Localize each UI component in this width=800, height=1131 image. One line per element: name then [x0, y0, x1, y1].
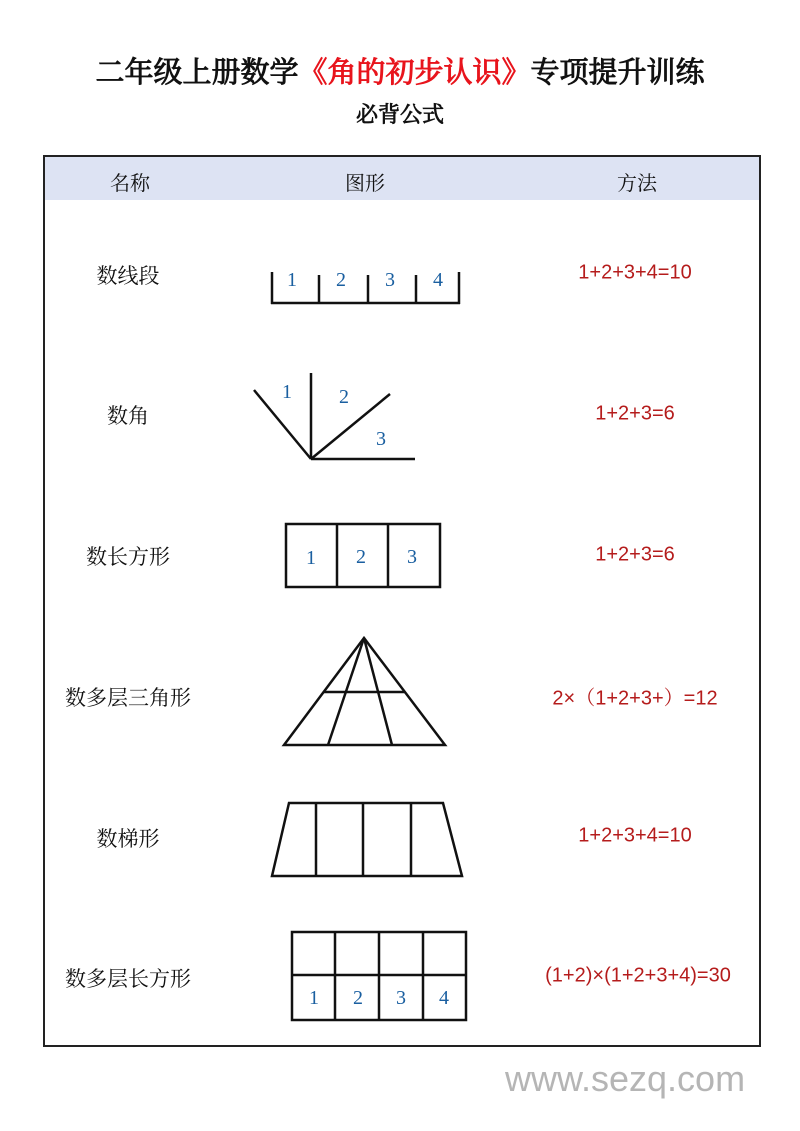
figure-label: 1 — [306, 547, 316, 569]
rectangle-figure — [286, 524, 440, 587]
row-formula: 1+2+3+4=10 — [578, 261, 692, 284]
row-formula: 1+2+3=6 — [595, 402, 675, 425]
figure-label: 3 — [385, 269, 395, 291]
header-method: 方法 — [617, 171, 657, 195]
title-prefix: 二年级上册数学 — [95, 55, 299, 89]
trapezoid-figure — [272, 803, 462, 876]
figure-label: 1 — [287, 269, 297, 291]
page-subtitle: 必背公式 — [355, 103, 444, 128]
figure-label: 3 — [376, 428, 386, 450]
header-figure: 图形 — [345, 171, 385, 195]
row-formula: 1+2+3+4=10 — [578, 824, 692, 847]
layered-rectangle-figure — [292, 932, 466, 1020]
layered-triangle-figure — [284, 638, 445, 745]
figure-label: 2 — [356, 546, 366, 568]
row-formula: 2×（1+2+3+）=12 — [552, 687, 718, 710]
row-name: 数梯形 — [96, 827, 160, 851]
row-name: 数多层三角形 — [65, 686, 191, 710]
header-name: 名称 — [110, 171, 150, 195]
title-highlight: 《角的初步认识》 — [298, 55, 531, 89]
row-formula: 1+2+3=6 — [595, 543, 675, 566]
row-name: 数长方形 — [86, 545, 170, 569]
row-formula: (1+2)×(1+2+3+4)=30 — [545, 964, 731, 987]
angle-figure — [254, 373, 415, 459]
figure-label: 1 — [309, 987, 319, 1009]
watermark: www.sezq.com — [505, 1058, 746, 1099]
figure-label: 1 — [282, 381, 292, 403]
figure-label: 2 — [339, 386, 349, 408]
figure-label: 4 — [433, 269, 443, 291]
row-name: 数线段 — [96, 264, 160, 288]
row-name: 数多层长方形 — [65, 967, 191, 991]
figure-label: 4 — [439, 987, 449, 1009]
figure-label: 3 — [407, 546, 417, 568]
figure-label: 2 — [336, 269, 346, 291]
figure-label: 3 — [396, 987, 406, 1009]
title-suffix: 专项提升训练 — [530, 55, 705, 89]
row-name: 数角 — [107, 404, 149, 428]
line-segment-figure — [271, 269, 460, 304]
figure-label: 2 — [353, 987, 363, 1009]
